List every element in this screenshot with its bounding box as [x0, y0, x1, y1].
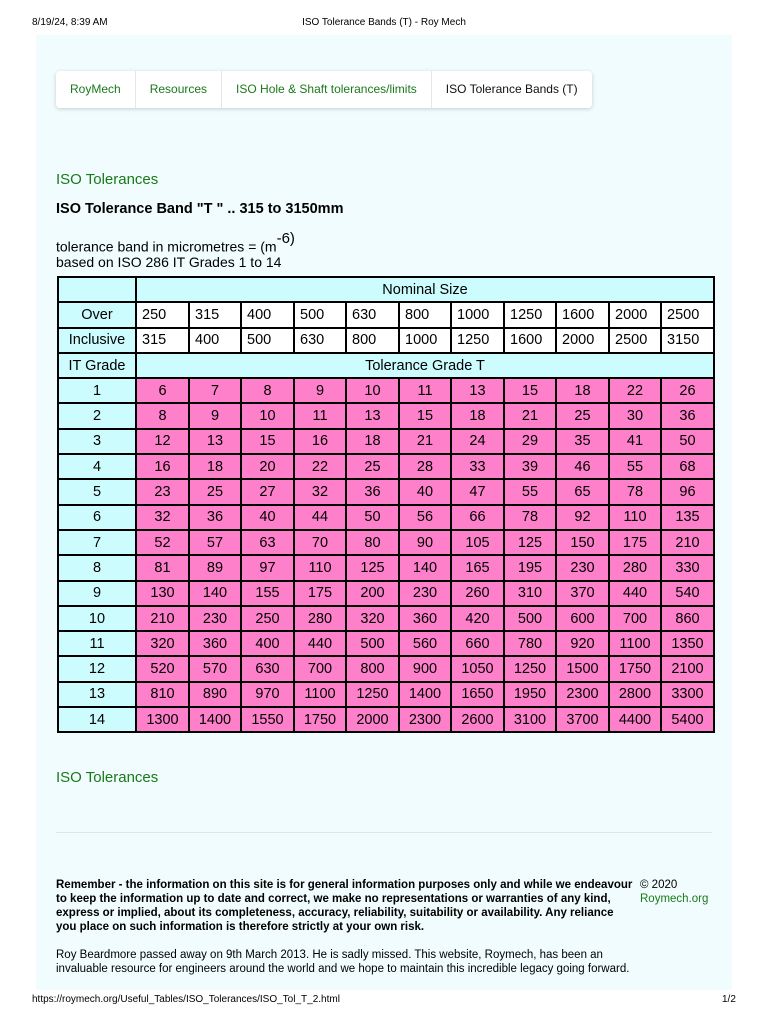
tolerance-value-cell: 46: [556, 454, 609, 479]
tolerance-value-cell: 36: [661, 403, 714, 428]
table-row: [58, 707, 714, 732]
inclusive-size-cell: 400: [189, 328, 241, 353]
tolerance-value-cell: 175: [294, 581, 346, 606]
inclusive-row: [58, 328, 714, 353]
tolerance-value-cell: 600: [556, 606, 609, 631]
grade-cell: 6: [58, 505, 136, 530]
tolerance-value-cell: 970: [241, 682, 294, 707]
tolerance-value-cell: 230: [189, 606, 241, 631]
breadcrumb-resources[interactable]: Resources: [136, 71, 222, 108]
tolerance-value-cell: 78: [609, 479, 661, 504]
inclusive-size-cell: 315: [136, 328, 189, 353]
over-size-cell: 800: [399, 302, 451, 327]
inclusive-size-cell: 1600: [504, 328, 556, 353]
tolerance-value-cell: 28: [399, 454, 451, 479]
tolerance-value-cell: 25: [346, 454, 399, 479]
tolerance-value-cell: 27: [241, 479, 294, 504]
tolerance-value-cell: 105: [451, 530, 504, 555]
tolerance-value-cell: 9: [189, 403, 241, 428]
it-grade-header-row: [58, 353, 714, 378]
print-url: https://roymech.org/Useful_Tables/ISO_Tolerances/ISO_Tol_T_2.html: [32, 994, 340, 1005]
tolerance-value-cell: 1100: [609, 631, 661, 656]
grade-cell: 2: [58, 403, 136, 428]
table-row: [58, 429, 714, 454]
tolerance-value-cell: 96: [661, 479, 714, 504]
tolerance-value-cell: 140: [189, 581, 241, 606]
tolerance-value-cell: 2800: [609, 682, 661, 707]
tolerance-value-cell: 89: [189, 555, 241, 580]
tolerance-value-cell: 400: [241, 631, 294, 656]
tolerance-value-cell: 32: [294, 479, 346, 504]
table-row: [58, 403, 714, 428]
grade-cell: 12: [58, 656, 136, 681]
tolerance-value-cell: 35: [556, 429, 609, 454]
tolerance-value-cell: 8: [136, 403, 189, 428]
intro-line-1: tolerance band in micrometres = (m: [56, 238, 277, 255]
disclaimer-text: Remember - the information on this site is for general information purposes only and while we endeavour to keep the information up to date and correct, we make no representations or warranties of any kind, express or implied, about its completeness, accuracy, reliability, suitability or availability. Any reliance you place on such information is therefore strictly at your own risk.: [56, 879, 633, 933]
tolerance-value-cell: 3700: [556, 707, 609, 732]
tolerance-value-cell: 440: [294, 631, 346, 656]
tolerance-value-cell: 280: [294, 606, 346, 631]
corner-cell: [58, 277, 136, 302]
table-row: [58, 378, 714, 403]
tolerance-value-cell: 7: [189, 378, 241, 403]
tolerance-value-cell: 11: [294, 403, 346, 428]
inclusive-label: Inclusive: [58, 328, 136, 353]
over-size-cell: 400: [241, 302, 294, 327]
print-header: [0, 17, 768, 31]
grade-cell: 1: [58, 378, 136, 403]
tolerance-value-cell: 1750: [294, 707, 346, 732]
tolerance-value-cell: 520: [136, 656, 189, 681]
tolerance-value-cell: 39: [504, 454, 556, 479]
grade-cell: 9: [58, 581, 136, 606]
over-row: [58, 302, 714, 327]
table-row: [58, 656, 714, 681]
table-row: [58, 581, 714, 606]
tolerance-value-cell: 210: [136, 606, 189, 631]
tolerance-value-cell: 320: [346, 606, 399, 631]
tolerance-value-cell: 230: [399, 581, 451, 606]
tolerance-table: [57, 276, 715, 733]
tolerance-value-cell: 155: [241, 581, 294, 606]
tolerance-value-cell: 13: [451, 378, 504, 403]
breadcrumb-iso-hole-shaft[interactable]: ISO Hole & Shaft tolerances/limits: [222, 71, 432, 108]
tolerance-value-cell: 97: [241, 555, 294, 580]
breadcrumb: [56, 71, 592, 108]
tolerance-value-cell: 630: [241, 656, 294, 681]
tolerance-value-cell: 2300: [399, 707, 451, 732]
tolerance-value-cell: 540: [661, 581, 714, 606]
tolerance-value-cell: 1350: [661, 631, 714, 656]
tolerance-value-cell: 260: [451, 581, 504, 606]
tolerance-value-cell: 40: [399, 479, 451, 504]
table-row: [58, 530, 714, 555]
tolerance-value-cell: 140: [399, 555, 451, 580]
tolerance-value-cell: 21: [504, 403, 556, 428]
breadcrumb-roymech[interactable]: RoyMech: [56, 71, 136, 108]
tolerance-value-cell: 50: [661, 429, 714, 454]
tolerance-value-cell: 13: [189, 429, 241, 454]
tolerance-value-cell: 330: [661, 555, 714, 580]
tolerance-value-cell: 560: [399, 631, 451, 656]
inclusive-size-cell: 630: [294, 328, 346, 353]
tolerance-value-cell: 13: [346, 403, 399, 428]
tolerance-value-cell: 6: [136, 378, 189, 403]
tolerance-value-cell: 1650: [451, 682, 504, 707]
grade-cell: 13: [58, 682, 136, 707]
tolerance-value-cell: 16: [294, 429, 346, 454]
grade-cell: 14: [58, 707, 136, 732]
iso-tolerances-link-bottom[interactable]: ISO Tolerances: [56, 769, 159, 786]
tolerance-value-cell: 18: [189, 454, 241, 479]
tolerance-value-cell: 22: [294, 454, 346, 479]
over-size-cell: 1250: [504, 302, 556, 327]
nominal-size-header: Nominal Size: [136, 277, 714, 302]
grade-cell: 7: [58, 530, 136, 555]
divider: [56, 832, 712, 833]
inclusive-size-cell: 1250: [451, 328, 504, 353]
tolerance-value-cell: 2300: [556, 682, 609, 707]
tolerance-value-cell: 195: [504, 555, 556, 580]
tolerance-value-cell: 78: [504, 505, 556, 530]
over-label: Over: [58, 302, 136, 327]
tolerance-value-cell: 660: [451, 631, 504, 656]
tolerance-value-cell: 33: [451, 454, 504, 479]
tolerance-value-cell: 250: [241, 606, 294, 631]
copyright-year: © 2020: [640, 879, 678, 891]
over-size-cell: 1600: [556, 302, 609, 327]
tolerance-value-cell: 280: [609, 555, 661, 580]
tolerance-value-cell: 700: [294, 656, 346, 681]
tolerance-value-cell: 63: [241, 530, 294, 555]
tolerance-value-cell: 230: [556, 555, 609, 580]
tolerance-value-cell: 500: [346, 631, 399, 656]
tolerance-value-cell: 66: [451, 505, 504, 530]
nominal-size-row: [58, 277, 714, 302]
tolerance-value-cell: 36: [346, 479, 399, 504]
tolerance-value-cell: 30: [609, 403, 661, 428]
over-size-cell: 2000: [609, 302, 661, 327]
tolerance-value-cell: 200: [346, 581, 399, 606]
grade-cell: 3: [58, 429, 136, 454]
tolerance-value-cell: 165: [451, 555, 504, 580]
tolerance-value-cell: 32: [136, 505, 189, 530]
tolerance-value-cell: 890: [189, 682, 241, 707]
print-title: ISO Tolerance Bands (T) - Roy Mech: [302, 17, 466, 28]
tolerance-value-cell: 700: [609, 606, 661, 631]
tolerance-value-cell: 370: [556, 581, 609, 606]
tolerance-value-cell: 125: [504, 530, 556, 555]
tolerance-value-cell: 9: [294, 378, 346, 403]
tolerance-value-cell: 90: [399, 530, 451, 555]
tolerance-value-cell: 810: [136, 682, 189, 707]
tolerance-value-cell: 360: [189, 631, 241, 656]
tolerance-value-cell: 40: [241, 505, 294, 530]
tolerance-value-cell: 1300: [136, 707, 189, 732]
tolerance-value-cell: 900: [399, 656, 451, 681]
inclusive-size-cell: 2500: [609, 328, 661, 353]
tolerance-value-cell: 65: [556, 479, 609, 504]
tolerance-value-cell: 10: [346, 378, 399, 403]
tolerance-value-cell: 1750: [609, 656, 661, 681]
tolerance-value-cell: 110: [294, 555, 346, 580]
table-row: [58, 479, 714, 504]
table-row: [58, 631, 714, 656]
tolerance-value-cell: 1250: [346, 682, 399, 707]
tolerance-value-cell: 15: [241, 429, 294, 454]
tolerance-value-cell: 800: [346, 656, 399, 681]
tolerance-value-cell: 55: [609, 454, 661, 479]
tolerance-value-cell: 23: [136, 479, 189, 504]
tolerance-value-cell: 92: [556, 505, 609, 530]
tolerance-value-cell: 55: [504, 479, 556, 504]
tolerance-value-cell: 47: [451, 479, 504, 504]
tolerance-value-cell: 360: [399, 606, 451, 631]
roymech-site-link[interactable]: Roymech.org: [640, 893, 709, 905]
tolerance-value-cell: 18: [346, 429, 399, 454]
tolerance-value-cell: 12: [136, 429, 189, 454]
tolerance-value-cell: 780: [504, 631, 556, 656]
tolerance-value-cell: 210: [661, 530, 714, 555]
print-page-number: 1/2: [722, 994, 736, 1005]
it-grade-label: IT Grade: [58, 353, 136, 378]
tolerance-value-cell: 420: [451, 606, 504, 631]
over-size-cell: 630: [346, 302, 399, 327]
over-size-cell: 1000: [451, 302, 504, 327]
tolerance-value-cell: 18: [451, 403, 504, 428]
intro-line-2: based on ISO 286 IT Grades 1 to 14: [56, 253, 282, 270]
tolerance-value-cell: 1400: [189, 707, 241, 732]
tolerance-value-cell: 36: [189, 505, 241, 530]
tolerance-value-cell: 1400: [399, 682, 451, 707]
tolerance-value-cell: 41: [609, 429, 661, 454]
tolerance-value-cell: 110: [609, 505, 661, 530]
tolerance-value-cell: 8: [241, 378, 294, 403]
tolerance-value-cell: 56: [399, 505, 451, 530]
tolerance-value-cell: 860: [661, 606, 714, 631]
tolerance-value-cell: 68: [661, 454, 714, 479]
tolerance-value-cell: 1500: [556, 656, 609, 681]
tolerance-value-cell: 1550: [241, 707, 294, 732]
tolerance-value-cell: 1250: [504, 656, 556, 681]
copyright: [640, 878, 708, 906]
grade-cell: 10: [58, 606, 136, 631]
tolerance-value-cell: 20: [241, 454, 294, 479]
table-row: [58, 505, 714, 530]
table-row: [58, 606, 714, 631]
page-title: ISO Tolerance Band "T " .. 315 to 3150mm: [56, 201, 344, 217]
tolerance-value-cell: 1100: [294, 682, 346, 707]
tolerance-value-cell: 2000: [346, 707, 399, 732]
tolerance-value-cell: 29: [504, 429, 556, 454]
tolerance-value-cell: 570: [189, 656, 241, 681]
tolerance-value-cell: 18: [556, 378, 609, 403]
tolerance-value-cell: 16: [136, 454, 189, 479]
tolerance-value-cell: 4400: [609, 707, 661, 732]
inclusive-size-cell: 3150: [661, 328, 714, 353]
over-size-cell: 2500: [661, 302, 714, 327]
tolerance-value-cell: 52: [136, 530, 189, 555]
tolerance-grade-header: Tolerance Grade T: [136, 353, 714, 378]
grade-cell: 5: [58, 479, 136, 504]
tolerance-value-cell: 150: [556, 530, 609, 555]
tolerance-value-cell: 320: [136, 631, 189, 656]
tolerance-value-cell: 15: [504, 378, 556, 403]
tolerance-value-cell: 50: [346, 505, 399, 530]
inclusive-size-cell: 500: [241, 328, 294, 353]
tolerance-value-cell: 500: [504, 606, 556, 631]
tolerance-value-cell: 1950: [504, 682, 556, 707]
tolerance-value-cell: 21: [399, 429, 451, 454]
inclusive-size-cell: 1000: [399, 328, 451, 353]
tolerance-value-cell: 25: [556, 403, 609, 428]
table-intro: [56, 230, 295, 270]
tolerance-value-cell: 440: [609, 581, 661, 606]
grade-cell: 11: [58, 631, 136, 656]
tolerance-value-cell: 26: [661, 378, 714, 403]
over-size-cell: 250: [136, 302, 189, 327]
tolerance-value-cell: 10: [241, 403, 294, 428]
tolerance-value-cell: 1050: [451, 656, 504, 681]
tolerance-value-cell: 11: [399, 378, 451, 403]
table-row: [58, 555, 714, 580]
table-row: [58, 682, 714, 707]
memorial-text: Roy Beardmore passed away on 9th March 2013. He is sadly missed. This website, Roymech, has been an invaluable resource for engineers around the world and we hope to maintain this incredible legacy going forward.: [56, 949, 630, 975]
intro-superscript: -6): [276, 230, 295, 247]
over-size-cell: 500: [294, 302, 346, 327]
grade-cell: 4: [58, 454, 136, 479]
tolerance-value-cell: 920: [556, 631, 609, 656]
tolerance-value-cell: 2100: [661, 656, 714, 681]
over-size-cell: 315: [189, 302, 241, 327]
tolerance-value-cell: 310: [504, 581, 556, 606]
tolerance-value-cell: 15: [399, 403, 451, 428]
breadcrumb-current: ISO Tolerance Bands (T): [445, 82, 578, 96]
table-row: [58, 454, 714, 479]
tolerance-value-cell: 22: [609, 378, 661, 403]
tolerance-value-cell: 130: [136, 581, 189, 606]
tolerance-value-cell: 25: [189, 479, 241, 504]
tolerance-value-cell: 3100: [504, 707, 556, 732]
tolerance-value-cell: 175: [609, 530, 661, 555]
iso-tolerances-link[interactable]: ISO Tolerances: [56, 171, 159, 188]
inclusive-size-cell: 2000: [556, 328, 609, 353]
tolerance-value-cell: 135: [661, 505, 714, 530]
tolerance-value-cell: 57: [189, 530, 241, 555]
tolerance-value-cell: 2600: [451, 707, 504, 732]
print-date: 8/19/24, 8:39 AM: [32, 17, 108, 28]
tolerance-value-cell: 44: [294, 505, 346, 530]
page-content: [36, 35, 732, 990]
tolerance-value-cell: 5400: [661, 707, 714, 732]
tolerance-value-cell: 3300: [661, 682, 714, 707]
tolerance-value-cell: 70: [294, 530, 346, 555]
inclusive-size-cell: 800: [346, 328, 399, 353]
grade-cell: 8: [58, 555, 136, 580]
tolerance-value-cell: 80: [346, 530, 399, 555]
tolerance-value-cell: 24: [451, 429, 504, 454]
tolerance-value-cell: 125: [346, 555, 399, 580]
tolerance-value-cell: 81: [136, 555, 189, 580]
